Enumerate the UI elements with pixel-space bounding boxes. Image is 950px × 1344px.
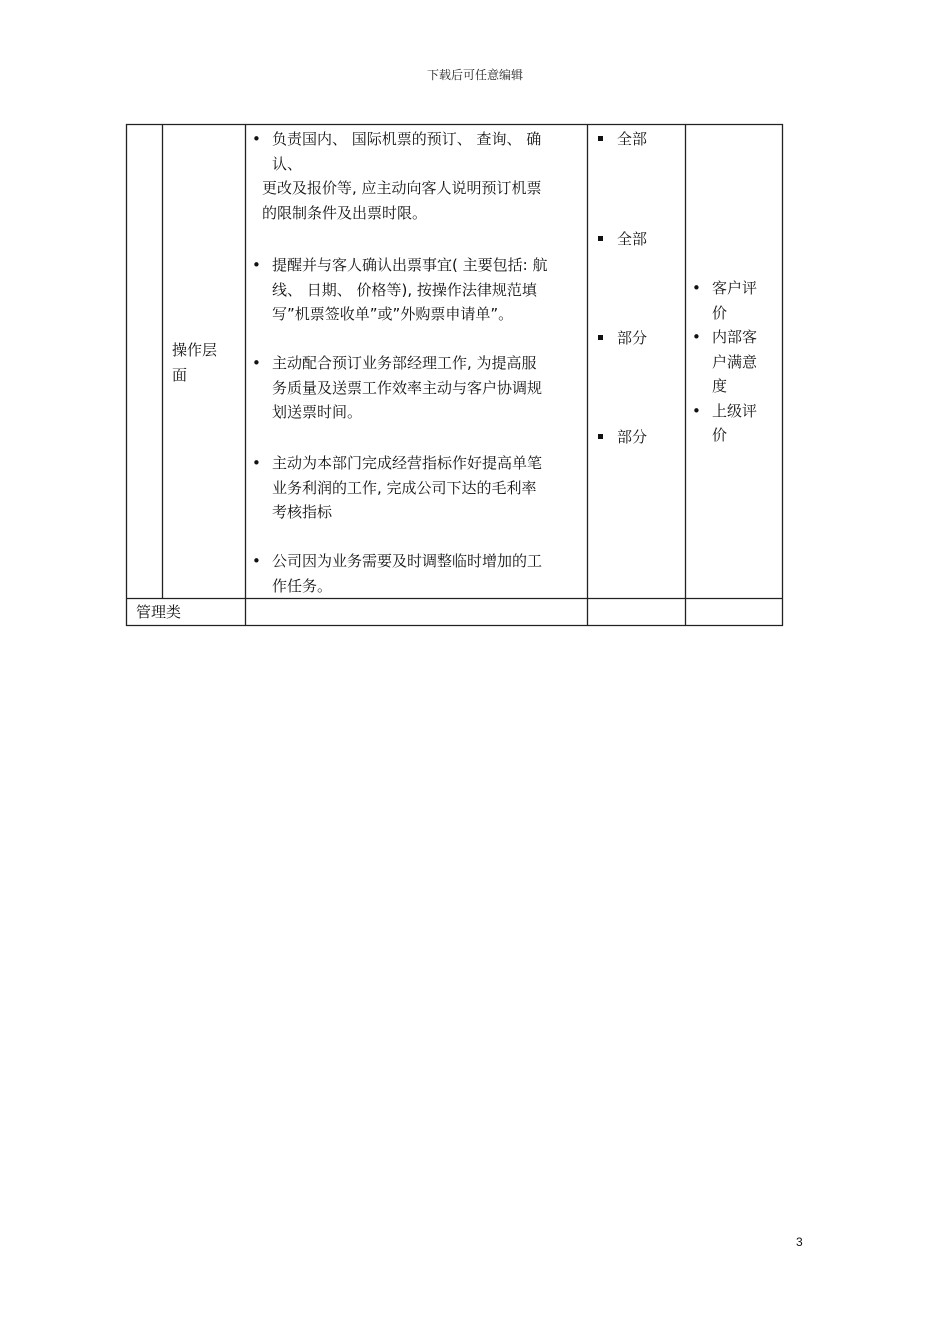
duty-4-line-2: 业务利润的工作, 完成公司下达的毛利率 [272,478,537,497]
duty-5-line-1: 公司因为业务需要及时调整临时增加的工 [272,552,543,570]
duty-item-1 [252,127,582,225]
evaluation-1-line-2: 价 [712,303,728,322]
duty-1-line-4: 的限制条件及出票时限。 [262,203,428,222]
duty-3-line-2: 务质量及送票工作效率主动与客户协调规 [272,378,543,397]
bullet-icon: • [252,256,261,274]
row-label-line-1: 操作层 [172,341,218,359]
duty-1-line-2: 认、 [272,154,303,173]
page-header: 下载后可任意编辑 [426,68,523,82]
duty-item-5 [252,549,582,598]
duty-3-line-3: 划送票时间。 [272,403,363,421]
duty-1-line-3: 更改及报价等, 应主动向客人说明预订机票 [262,179,542,197]
bullet-icon: • [252,454,261,472]
evaluation-3-line-1: 上级评 [712,401,758,420]
duty-item-2 [252,253,582,327]
square-bullet-icon [598,434,603,439]
evaluation-2-line-1: 内部客 [712,328,758,346]
duty-3-line-1: 主动配合预订业务部经理工作, 为提高服 [272,354,537,372]
duty-item-4 [252,451,582,525]
evaluation-2-line-3: 度 [712,377,728,395]
square-bullet-icon [598,136,603,141]
responsibility-2: 全部 [617,230,648,248]
responsibility-3: 部分 [617,329,648,347]
bullet-icon: • [692,328,701,346]
bullet-icon: • [252,354,261,372]
evaluation-3-line-2: 价 [712,426,728,444]
bullet-icon: • [252,130,261,148]
responsibility-item-2 [586,227,647,252]
evaluation-list [692,276,777,448]
duty-2-line-1: 提醒并与客人确认出票事宜( 主要包括: 航 [272,256,548,274]
duty-item-3 [252,351,582,425]
page-number: 3 [796,1235,803,1249]
duty-4-line-1: 主动为本部门完成经营指标作好提高单笔 [272,454,543,472]
row-label-operation [172,338,232,387]
square-bullet-icon [598,335,603,340]
responsibility-item-1 [586,127,647,152]
duty-2-line-3: 写”机票签收单”或”外购票申请单”。 [272,305,514,323]
duty-2-line-2: 线、 日期、 价格等), 按操作法律规范填 [272,280,537,299]
row-label-management: 管理类 [136,603,182,621]
bullet-icon: • [692,401,701,420]
responsibility-1: 全部 [617,130,648,148]
evaluation-1-line-1: 客户评 [712,279,758,297]
evaluation-2-line-2: 户满意 [712,352,758,371]
duty-4-line-3: 考核指标 [272,503,333,521]
bullet-icon: • [692,279,701,297]
responsibility-item-3 [586,326,647,351]
row-label-line-2: 面 [172,365,188,384]
bullet-icon: • [252,552,261,570]
duty-1-line-1: 负责国内、 国际机票的预订、 查询、 确 [272,130,542,148]
responsibility-4: 部分 [617,428,648,446]
duty-5-line-2: 作任务。 [272,576,333,595]
square-bullet-icon [598,236,603,241]
responsibility-item-4 [586,425,647,450]
